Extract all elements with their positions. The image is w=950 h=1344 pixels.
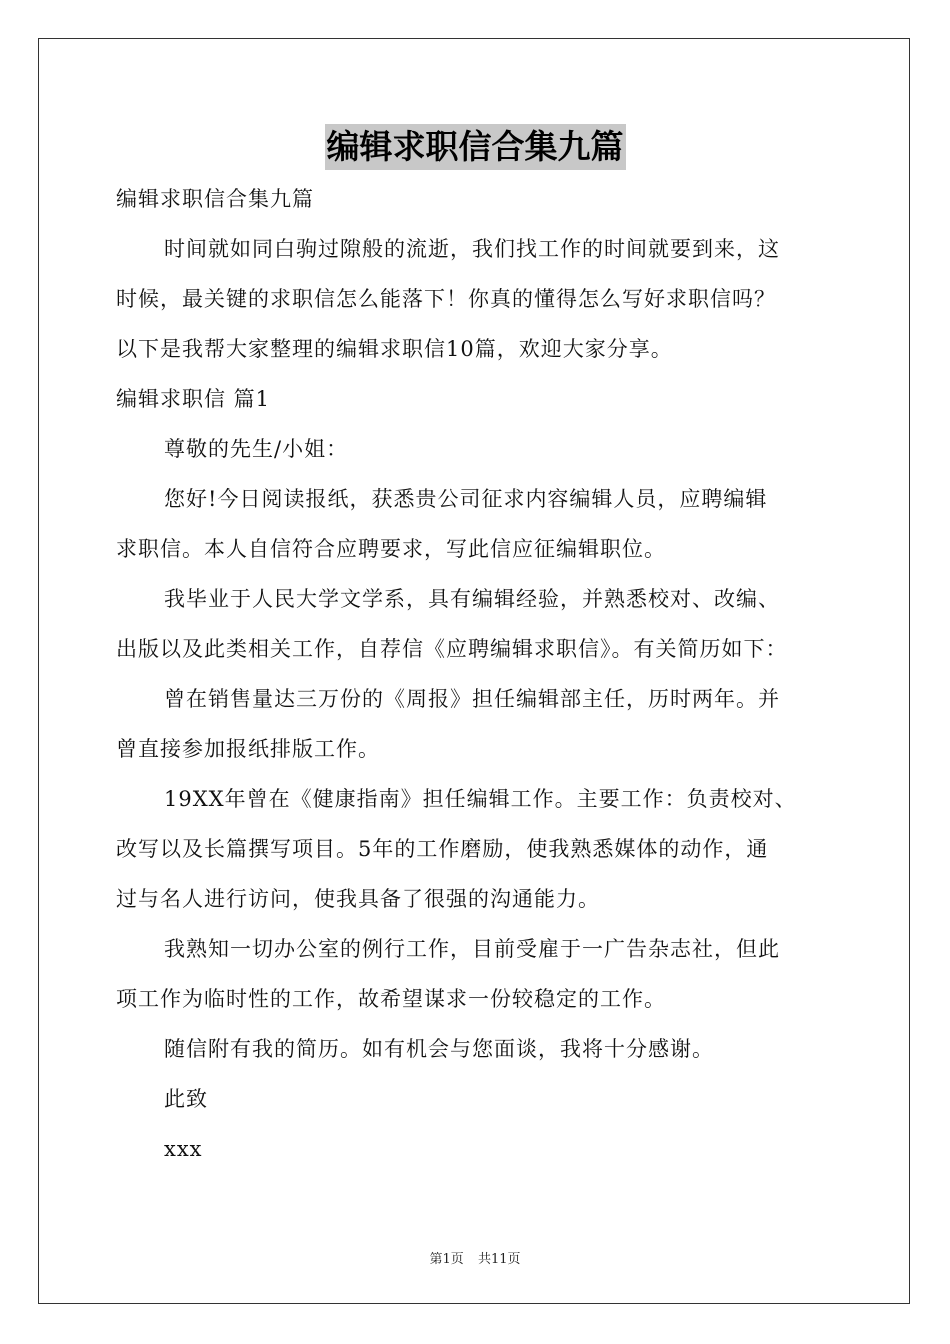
text-line: 随信附有我的简历。如有机会与您面谈，我将十分感谢。	[164, 1037, 714, 1061]
text-line: 尊敬的先生/小姐：	[164, 437, 349, 461]
text-line: 您好!今日阅读报纸，获悉贵公司征求内容编辑人员，应聘编辑	[164, 487, 768, 511]
text-line: 曾在销售量达三万份的《周报》担任编辑部主任，历时两年。并	[164, 687, 780, 711]
text-line: 编辑求职信 篇1	[116, 387, 271, 411]
text-line: 我毕业于人民大学文学系，具有编辑经验，并熟悉校对、改编、	[164, 587, 780, 611]
text-line: 过与名人进行访问，使我具备了很强的沟通能力。	[116, 887, 600, 911]
text-line: 编辑求职信合集九篇	[116, 187, 314, 211]
text-line: 时间就如同白驹过隙般的流逝，我们找工作的时间就要到来，这	[164, 237, 780, 261]
text-line: 改写以及长篇撰写项目。5年的工作磨励，使我熟悉媒体的动作，通	[116, 837, 769, 861]
page-footer	[0, 1248, 950, 1267]
text-line: 求职信。本人自信符合应聘要求，写此信应征编辑职位。	[116, 537, 666, 561]
text-line: 项工作为临时性的工作，故希望谋求一份较稳定的工作。	[116, 987, 666, 1011]
text-line: 我熟知一切办公室的例行工作，目前受雇于一广告杂志社，但此	[164, 937, 780, 961]
page-title: 编辑求职信合集九篇	[325, 124, 626, 170]
text-line: xxx	[164, 1137, 203, 1161]
page-number: 第1页	[429, 1252, 464, 1267]
page-total: 共11页	[477, 1252, 521, 1267]
text-line: 以下是我帮大家整理的编辑求职信10篇，欢迎大家分享。	[116, 337, 673, 361]
text-line: 此致	[164, 1087, 208, 1111]
text-line: 出版以及此类相关工作，自荐信《应聘编辑求职信》。有关简历如下：	[116, 637, 788, 661]
text-line: 19XX年曾在《健康指南》担任编辑工作。主要工作：负责校对、	[164, 787, 797, 811]
text-line: 时候，最关键的求职信怎么能落下！你真的懂得怎么写好求职信吗？	[116, 287, 776, 311]
title-wrap	[0, 124, 950, 170]
document-body	[116, 174, 856, 1174]
text-line: 曾直接参加报纸排版工作。	[116, 737, 380, 761]
